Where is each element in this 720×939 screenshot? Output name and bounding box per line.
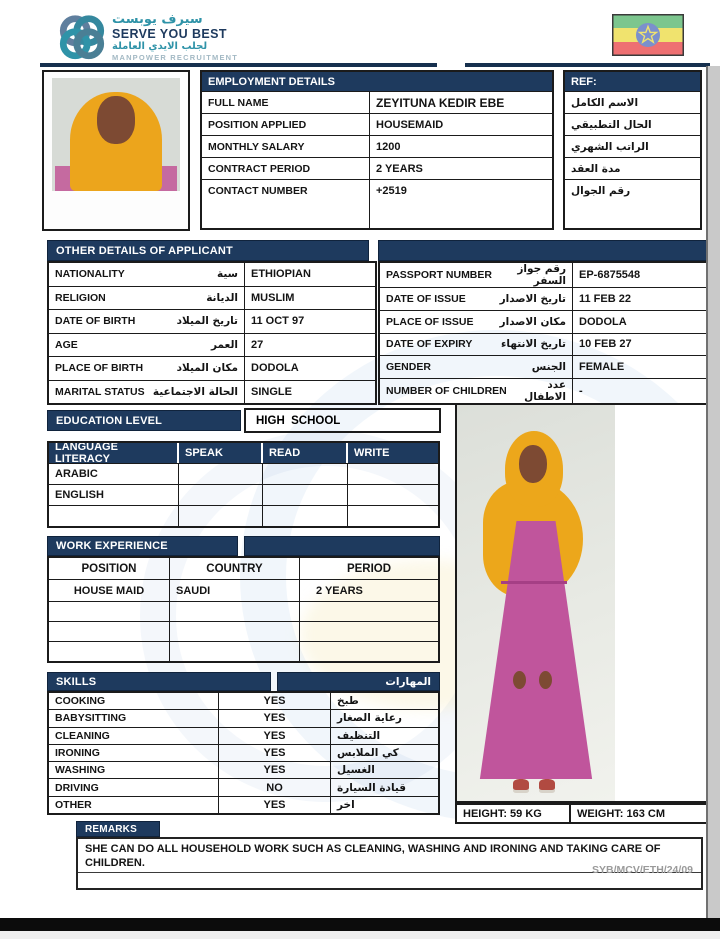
field-label: PLACE OF ISSUE	[386, 315, 474, 328]
field-label: FULL NAME	[202, 92, 370, 113]
applicant-fullbody-photo	[455, 403, 712, 803]
field-label: PLACE OF BIRTH	[55, 362, 144, 375]
field-label: NATIONALITY	[55, 268, 125, 281]
field-label: POSITION APPLIED	[202, 114, 370, 135]
fullbody-foot	[539, 779, 555, 790]
field-label-arabic: مكان الاصدار	[499, 315, 566, 328]
field-label-arabic: تاريخ الميلاد	[176, 315, 238, 328]
fullbody-photo-area	[457, 405, 615, 801]
portrait-photo-area	[52, 78, 180, 191]
column-header: WRITE	[348, 443, 438, 463]
field-value: EP-6875548	[579, 269, 641, 281]
language-name	[49, 506, 179, 526]
work-experience-table	[47, 556, 440, 663]
document-code: SYB/MCV/ETH/24/09	[592, 864, 693, 876]
language-read-cell	[263, 485, 348, 505]
work-position: HOUSE MAID	[49, 580, 170, 601]
work-position	[49, 602, 170, 621]
column-header: COUNTRY	[170, 558, 300, 579]
field-value: +2519	[376, 185, 407, 197]
field-label-arabic: تاريخ الاصدار	[499, 292, 566, 305]
language-speak-cell	[179, 464, 263, 484]
other-details-right-table	[378, 261, 712, 405]
language-speak-cell	[179, 506, 263, 526]
language-name: ENGLISH	[49, 485, 179, 505]
portrait-face	[97, 96, 135, 143]
remarks-text: SHE CAN DO ALL HOUSEHOLD WORK SUCH AS CLEANING, WASHING AND IRONING AND TAKING CARE OF CHILDREN.	[85, 843, 661, 870]
skill-name-arabic: طبخ	[337, 695, 359, 708]
field-value: MUSLIM	[251, 291, 295, 304]
field-value: 11 FEB 22	[579, 292, 631, 305]
field-label: NUMBER OF CHILDREN	[386, 385, 507, 397]
field-value: ETHIOPIAN	[251, 268, 311, 281]
employment-arabic-column	[563, 70, 702, 230]
skill-value: YES	[219, 762, 331, 778]
field-label: RELIGION	[55, 291, 106, 304]
field-label-arabic: العمر	[210, 338, 238, 351]
field-value: 27	[251, 338, 264, 351]
field-value: FEMALE	[579, 361, 625, 374]
skill-value: YES	[219, 710, 331, 726]
language-write-cell	[348, 506, 438, 526]
header-divider-right	[465, 63, 710, 67]
field-value: ZEYITUNA KEDIR EBE	[376, 95, 505, 110]
scan-edge-bottom	[0, 918, 720, 931]
field-label: DATE OF BIRTH	[55, 315, 136, 328]
skill-name-arabic: التنظيف	[337, 729, 381, 742]
education-level-value: HIGH SCHOOL	[244, 408, 441, 433]
field-value: 11 OCT 97	[251, 315, 305, 328]
work-country: SAUDI	[170, 580, 300, 601]
work-position	[49, 622, 170, 641]
scan-edge-under	[0, 931, 720, 939]
ethiopia-flag	[612, 14, 684, 56]
skill-name-arabic: قيادة السيارة	[337, 781, 407, 794]
language-write-cell	[348, 464, 438, 484]
field-label-arabic: الحال التطبيقي	[571, 118, 652, 131]
field-label-arabic: الحالة الاجتماعية	[152, 385, 238, 398]
other-details-left-table	[47, 261, 377, 405]
field-value: SINGLE	[251, 385, 292, 398]
scan-edge-right	[706, 66, 720, 918]
field-label-arabic: مكان الميلاد	[176, 362, 238, 375]
fullbody-foot	[513, 779, 529, 790]
work-period	[300, 642, 438, 661]
field-value: 2 YEARS	[376, 162, 423, 175]
skill-value: YES	[219, 693, 331, 709]
field-value: DODOLA	[579, 315, 627, 328]
work-country	[170, 642, 300, 661]
skills-title-arabic: المهارات	[277, 672, 440, 691]
skill-name: DRIVING	[49, 779, 219, 795]
field-label: AGE	[55, 338, 78, 351]
skills-table	[47, 691, 440, 815]
column-header: PERIOD	[346, 562, 392, 575]
field-value: -	[579, 385, 583, 397]
fullbody-hand	[513, 671, 526, 689]
brand-name-arabic: سيرف يوبست	[112, 12, 203, 27]
remarks-title: REMARKS	[76, 821, 160, 837]
field-label-arabic: الاسم الكامل	[571, 96, 639, 109]
work-country	[170, 622, 300, 641]
column-header: LANGUAGE LITERACY	[49, 443, 179, 463]
height-value: HEIGHT: 59 KG	[455, 803, 571, 824]
skill-name-arabic: اخر	[337, 798, 355, 811]
employment-details-table	[200, 70, 554, 230]
field-label: MONTHLY SALARY	[202, 136, 370, 157]
agency-logo-text	[112, 12, 242, 63]
work-period	[300, 602, 438, 621]
field-label: DATE OF ISSUE	[386, 292, 466, 305]
skill-value: YES	[219, 797, 331, 813]
work-period	[300, 622, 438, 641]
language-write-cell	[348, 485, 438, 505]
skill-name: IRONING	[49, 745, 219, 761]
field-value: 1200	[376, 140, 401, 153]
skill-name-arabic: الغسيل	[337, 764, 375, 777]
field-label-arabic: الديانة	[206, 291, 238, 304]
column-header: SPEAK	[179, 443, 263, 463]
field-value: HOUSEMAID	[376, 118, 444, 131]
employment-details-title: EMPLOYMENT DETAILS	[202, 72, 552, 91]
language-read-cell	[263, 506, 348, 526]
other-details-title-extension	[378, 240, 712, 261]
field-label-arabic: رقم جواز السفر	[517, 263, 566, 287]
language-speak-cell	[179, 485, 263, 505]
skill-name: WASHING	[49, 762, 219, 778]
skill-name: COOKING	[49, 693, 219, 709]
language-name: ARABIC	[49, 464, 179, 484]
weight-value: WEIGHT: 163 CM	[569, 803, 712, 824]
fullbody-belt	[501, 581, 567, 584]
language-read-cell	[263, 464, 348, 484]
skill-value: YES	[219, 728, 331, 744]
field-label: CONTRACT PERIOD	[202, 158, 370, 179]
skill-name: BABYSITTING	[49, 710, 219, 726]
remarks-box	[76, 837, 703, 890]
field-value: 10 FEB 27	[579, 338, 632, 351]
work-experience-title-extension	[244, 536, 440, 556]
brand-tagline: MANPOWER RECRUITMENT	[112, 53, 239, 62]
ref-label: REF:	[565, 72, 700, 91]
other-details-title: OTHER DETAILS OF APPLICANT	[47, 240, 369, 261]
field-label: DATE OF EXPIRY	[386, 338, 473, 351]
field-label-arabic: سية	[217, 268, 238, 281]
work-experience-title: WORK EXPERIENCE	[47, 536, 238, 556]
work-period: 2 YEARS	[316, 584, 363, 597]
field-label: CONTACT NUMBER	[202, 180, 370, 228]
applicant-portrait-photo	[42, 70, 190, 231]
field-value: DODOLA	[251, 362, 299, 375]
skills-title: SKILLS	[47, 672, 271, 691]
header-divider-left	[40, 63, 437, 67]
field-label-arabic: رقم الجوال	[571, 185, 631, 197]
work-country	[170, 602, 300, 621]
education-level-label: EDUCATION LEVEL	[47, 410, 241, 431]
field-label-arabic: عدد الاطفال	[524, 379, 566, 403]
field-label-arabic: الراتب الشهري	[571, 140, 649, 153]
field-label-arabic: الجنس	[531, 361, 566, 374]
brand-tagline-arabic: لجلب الايدي العاملة	[112, 41, 208, 52]
brand-name: SERVE YOU BEST	[112, 27, 227, 41]
column-header: POSITION	[49, 558, 170, 579]
field-label: MARITAL STATUS	[55, 385, 145, 398]
field-label-arabic: مدة العقد	[571, 162, 621, 175]
fullbody-face	[519, 445, 547, 483]
column-header: READ	[263, 443, 348, 463]
fullbody-hand	[539, 671, 552, 689]
field-label: GENDER	[386, 361, 431, 374]
language-literacy-table	[47, 441, 440, 528]
field-label: PASSPORT NUMBER	[386, 269, 492, 281]
skill-name-arabic: كي الملابس	[337, 746, 399, 759]
field-label-arabic: تاريخ الانتهاء	[501, 338, 566, 351]
work-position	[49, 642, 170, 661]
agency-logo-knot-icon	[56, 11, 108, 63]
skill-value: YES	[219, 745, 331, 761]
skill-name-arabic: رعاية الصغار	[337, 712, 402, 725]
skill-value: NO	[219, 779, 331, 795]
skill-name: CLEANING	[49, 728, 219, 744]
skill-name: OTHER	[49, 797, 219, 813]
